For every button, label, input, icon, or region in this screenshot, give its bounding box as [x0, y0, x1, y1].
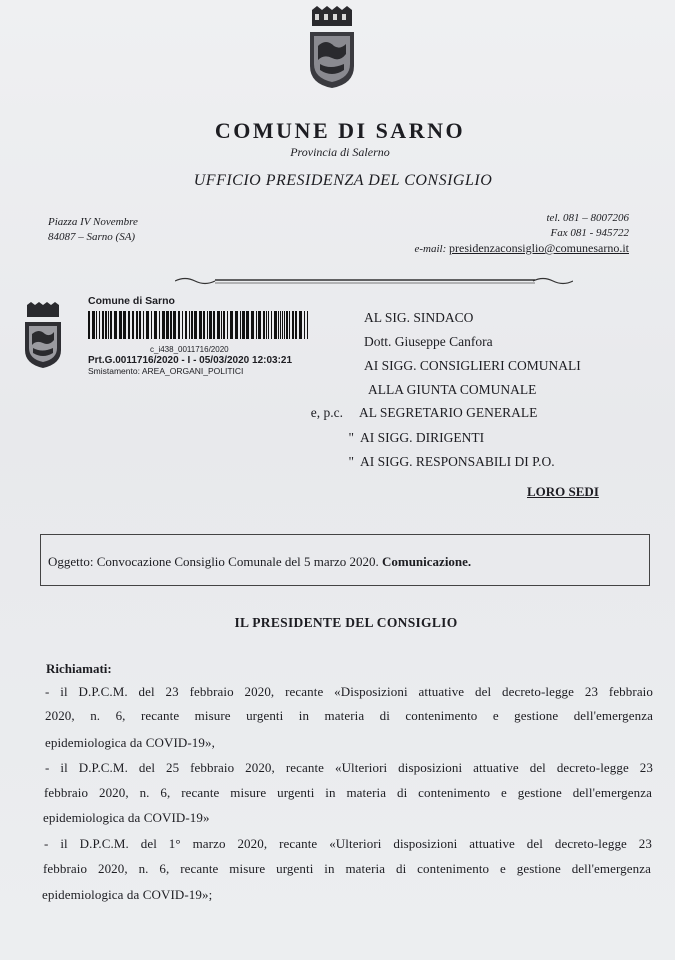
barcode-bar — [266, 311, 267, 339]
recipient-prefix: " — [348, 454, 354, 469]
recipient-line: AI SIGG. DIRIGENTI — [360, 430, 485, 445]
barcode-bar — [286, 311, 288, 339]
barcode-bar — [235, 311, 238, 339]
body-line: - il D.P.C.M. del 1° marzo 2020, recante «Ulteriori disposizioni attuative del decreto-legge 23 — [44, 836, 652, 851]
section-heading: IL PRESIDENTE DEL CONSIGLIO — [234, 615, 458, 630]
body-line: febbraio 2020, n. 6, recante misure urgenti in materia di contenimento e gestione dell'emergenza — [44, 785, 652, 800]
barcode-bar — [128, 311, 130, 339]
barcode-bar — [191, 311, 193, 339]
protocol-stamp — [88, 295, 310, 376]
barcode-bar — [182, 311, 183, 339]
barcode-bar — [207, 311, 208, 339]
address-block — [48, 215, 138, 245]
barcode-bar — [166, 311, 169, 339]
subject-emphasis: Comunicazione. — [381, 554, 472, 569]
barcode-bar — [162, 311, 165, 339]
barcode-bar — [88, 311, 90, 339]
barcode-bar — [282, 311, 283, 339]
body-line: epidemiologica da COVID-19», — [45, 735, 215, 750]
recipient-line: Dott. Giuseppe Canfora — [364, 334, 493, 349]
stamp-protocol: Prt.G.0011716/2020 - I - 05/03/2020 12:03:21 — [88, 355, 293, 366]
body-line: - il D.P.C.M. del 23 febbraio 2020, recante «Disposizioni attuative del decreto-legge 23 febbraio — [45, 684, 653, 699]
barcode-bar — [217, 311, 220, 339]
barcode-bar — [119, 311, 122, 339]
stamp-crest-logo — [22, 302, 64, 370]
barcode-bar — [105, 311, 107, 339]
barcode-bar — [96, 311, 97, 339]
barcode-bar — [246, 311, 249, 339]
email-label: e-mail: — [414, 243, 447, 255]
barcode-bar — [99, 311, 100, 339]
barcode-bar — [139, 311, 141, 339]
barcode-bar — [110, 311, 112, 339]
barcode-bar — [299, 311, 302, 339]
stamp-code: c_i438_0011716/2020 — [150, 345, 229, 354]
barcode-bar — [307, 311, 308, 339]
barcode-bar — [289, 311, 290, 339]
recipient-prefix: " — [348, 430, 354, 445]
barcode-bar — [278, 311, 279, 339]
barcode-bar — [159, 311, 160, 339]
barcode-bar — [178, 311, 180, 339]
barcode-bar — [213, 311, 215, 339]
fax-line: Fax 081 - 945722 — [550, 227, 629, 239]
stamp-org: Comune di Sarno — [88, 295, 175, 307]
barcode-bar — [263, 311, 265, 339]
barcode-bar — [292, 311, 294, 339]
barcode-bar — [223, 311, 225, 339]
body-line: febbraio 2020, n. 6, recante misure urgenti in materia di contenimento e gestione dell'emergenza — [43, 861, 651, 876]
barcode-bar — [251, 311, 254, 339]
barcode-bar — [227, 311, 228, 339]
barcode-bar — [221, 311, 222, 339]
barcode-bar — [92, 311, 95, 339]
barcode-bar — [114, 311, 117, 339]
barcode-bar — [268, 311, 269, 339]
barcode-bar — [258, 311, 261, 339]
richiamati-label: Richiamati: — [46, 661, 112, 676]
barcode — [88, 311, 310, 339]
barcode-bar — [209, 311, 212, 339]
province-subtitle: Provincia di Salerno — [290, 145, 390, 159]
municipal-crest-logo — [306, 6, 358, 90]
barcode-bar — [284, 311, 285, 339]
barcode-bar — [230, 311, 233, 339]
barcode-bar — [108, 311, 109, 339]
loro-sedi: LORO SEDI — [527, 484, 599, 499]
barcode-bar — [173, 311, 176, 339]
barcode-bar — [304, 311, 305, 339]
recipient-line: AI SIGG. RESPONSABILI DI P.O. — [360, 454, 555, 469]
barcode-bar — [185, 311, 187, 339]
barcode-bar — [189, 311, 190, 339]
barcode-bar — [143, 311, 144, 339]
barcode-bar — [194, 311, 197, 339]
barcode-bar — [132, 311, 134, 339]
barcode-bar — [154, 311, 157, 339]
contact-block — [414, 211, 629, 257]
barcode-bar — [295, 311, 297, 339]
email-line — [414, 241, 629, 257]
stamp-smistamento: Smistamento: AREA_ORGANI_POLITICI — [88, 366, 244, 376]
barcode-bar — [102, 311, 104, 339]
barcode-bar — [146, 311, 149, 339]
address-line-2: 84087 – Sarno (SA) — [48, 231, 136, 243]
barcode-bar — [170, 311, 172, 339]
tel-line: tel. 081 – 8007206 — [546, 212, 629, 224]
municipality-title: COMUNE DI SARNO — [214, 118, 466, 143]
barcode-bar — [123, 311, 126, 339]
barcode-bar — [136, 311, 138, 339]
email-link[interactable]: presidenzaconsiglio@comunesarno.it — [449, 241, 629, 255]
recipient-line: AL SEGRETARIO GENERALE — [359, 405, 538, 420]
decorative-divider — [175, 276, 573, 286]
barcode-bar — [256, 311, 257, 339]
recipient-line: AI SIGG. CONSIGLIERI COMUNALI — [364, 358, 581, 373]
barcode-bar — [199, 311, 202, 339]
office-name: UFFICIO PRESIDENZA DEL CONSIGLIO — [193, 172, 493, 189]
address-line-1: Piazza IV Novembre — [48, 216, 138, 228]
barcode-bar — [280, 311, 281, 339]
body-line: epidemiologica da COVID-19»; — [42, 887, 213, 902]
subject-text: Oggetto: Convocazione Consiglio Comunale del 5 marzo 2020. — [48, 554, 379, 569]
barcode-bar — [151, 311, 152, 339]
barcode-bar — [274, 311, 277, 339]
subject-line — [48, 554, 471, 570]
recipient-prefix: e, p.c. — [310, 405, 343, 420]
barcode-bar — [271, 311, 272, 339]
barcode-bar — [203, 311, 205, 339]
recipient-line: AL SIG. SINDACO — [364, 310, 474, 325]
barcode-bar — [240, 311, 241, 339]
body-line: - il D.P.C.M. del 25 febbraio 2020, recante «Ulteriori disposizioni attuative del decreto-legge 23 — [45, 760, 653, 775]
body-line: 2020, n. 6, recante misure urgenti in materia di contenimento e gestione dell'emergenza — [45, 708, 653, 723]
body-line: epidemiologica da COVID-19» — [43, 810, 210, 825]
barcode-bar — [242, 311, 245, 339]
recipient-line: ALLA GIUNTA COMUNALE — [368, 382, 537, 397]
